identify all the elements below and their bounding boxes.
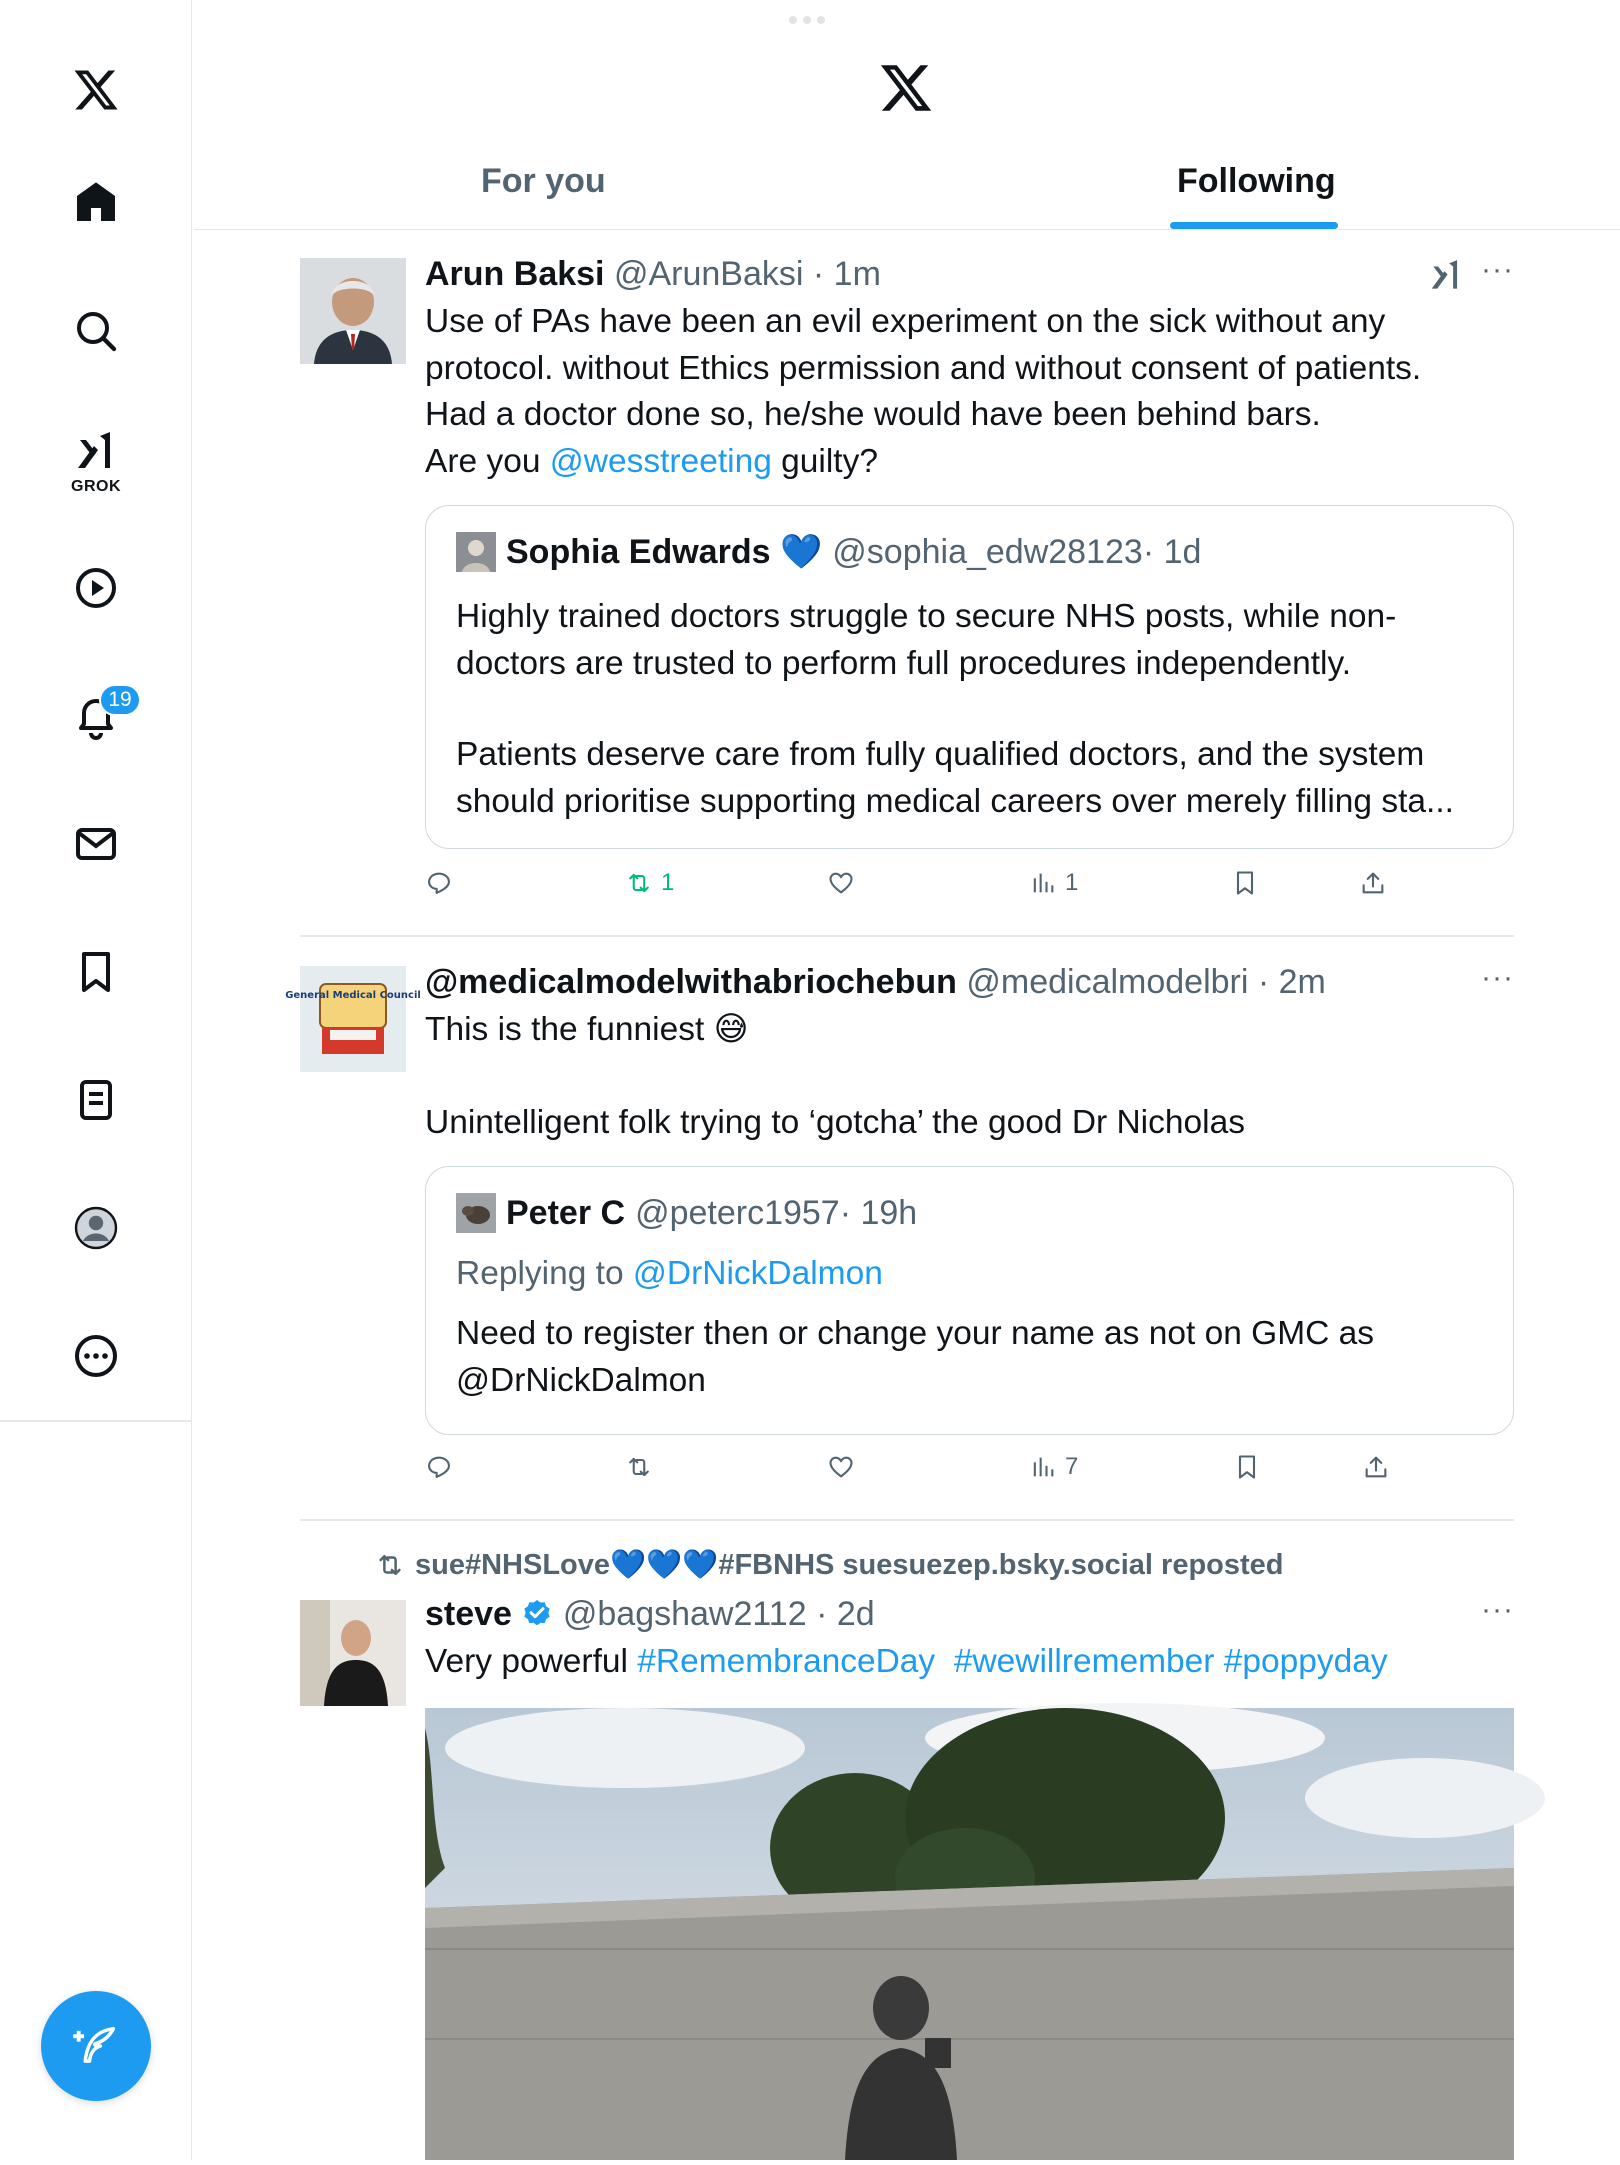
video-icon[interactable] (56, 548, 136, 628)
author-handle[interactable]: @bagshaw2112 (562, 1595, 807, 1633)
sidebar (0, 0, 192, 2160)
post-actions (425, 1453, 1525, 1493)
post-media-image[interactable] (425, 1708, 1514, 2160)
author-handle[interactable]: @ArunBaksi (613, 255, 804, 293)
post-header (425, 1595, 875, 1634)
reply-button[interactable] (425, 1453, 461, 1481)
feed-tabs (194, 140, 1620, 230)
heart-icon (827, 869, 855, 897)
replying-to (456, 1251, 1486, 1298)
quote-avatar (456, 532, 496, 572)
hashtag-link[interactable]: #wewillremember (953, 1643, 1215, 1680)
post-text-line: This is the funniest 😅 (425, 1011, 749, 1048)
mention-link[interactable]: @wesstreeting (549, 442, 772, 480)
like-button[interactable] (827, 869, 863, 897)
active-tab-indicator (1170, 222, 1338, 229)
replying-prefix: Replying to (456, 1255, 633, 1292)
share-button[interactable] (1359, 869, 1387, 897)
author-name[interactable]: Arun Baksi (425, 255, 605, 293)
post-actions (425, 869, 1525, 909)
post-time[interactable]: · 1m (812, 255, 881, 293)
search-icon[interactable] (56, 291, 136, 371)
quoted-post[interactable] (425, 505, 1514, 849)
post-divider (300, 935, 1514, 937)
share-button[interactable] (1362, 1453, 1390, 1481)
avatar[interactable] (300, 1600, 406, 1706)
bookmark-icon (1231, 869, 1259, 897)
bookmark-button[interactable] (1233, 1453, 1261, 1481)
post-text-line: Had a doctor done so, he/she would have been behind bars. (425, 396, 1321, 433)
quote-author-handle: @peterc1957 (635, 1193, 840, 1232)
text-fragment: Very powerful (425, 1643, 638, 1680)
repost-button[interactable] (625, 1453, 661, 1481)
bookmarks-icon[interactable] (56, 932, 136, 1012)
hashtag-link[interactable]: #RemembranceDay (637, 1643, 936, 1680)
reply-button[interactable] (425, 869, 461, 897)
reply-icon (425, 1453, 453, 1481)
quote-avatar (456, 1193, 496, 1233)
mention-link[interactable]: @DrNickDalmon (632, 1255, 883, 1292)
avatar[interactable] (300, 258, 406, 364)
quote-header (456, 1193, 917, 1233)
more-options-icon[interactable]: ··· (1481, 961, 1514, 994)
feather-plus-icon (70, 2020, 122, 2072)
post-text (425, 1639, 1505, 1686)
messages-icon[interactable] (56, 804, 136, 884)
quote-paragraph: Highly trained doctors struggle to secure NHS posts, while non-doctors are trusted to perform full procedures independently. (456, 598, 1397, 682)
quote-paragraph: Patients deserve care from fully qualified doctors, and the system should prioritise supporting medical careers over merely filling sta... (456, 736, 1454, 820)
x-logo-icon (878, 60, 934, 116)
drag-grip[interactable] (789, 16, 831, 24)
heart-icon (827, 1453, 855, 1481)
hashtag-link[interactable]: #poppyday (1223, 1643, 1388, 1680)
share-icon (1362, 1453, 1390, 1481)
view-count: 1 (1065, 869, 1079, 896)
author-handle[interactable]: @medicalmodelbri (966, 963, 1249, 1001)
repost-button[interactable] (625, 869, 674, 897)
text-fragment: Are you (425, 442, 550, 480)
post-header (425, 963, 1326, 1002)
avatar-text: General Medical Council (285, 990, 421, 1001)
views-button[interactable] (1029, 1453, 1078, 1481)
post-medicalmodel[interactable] (285, 961, 1514, 1523)
post-text-line: protocol. without Ethics permission and without consent of patients. (425, 349, 1422, 387)
avatar[interactable] (285, 966, 421, 1072)
author-name[interactable]: @medicalmodelwithabriochebun (425, 963, 957, 1001)
reply-icon (425, 869, 453, 897)
bookmark-icon (1233, 1453, 1261, 1481)
quote-text: Need to register then or change your name as not on GMC as @DrNickDalmon (456, 1315, 1375, 1399)
compose-button[interactable] (41, 1991, 151, 2101)
profile-avatar-icon[interactable] (56, 1188, 136, 1268)
repost-icon (625, 869, 653, 897)
post-text-line: Unintelligent folk trying to ‘gotcha’ the good Dr Nicholas (425, 1104, 1245, 1141)
sidebar-divider (0, 1420, 192, 1422)
post-divider (300, 1519, 1514, 1521)
repost-context[interactable] (375, 1548, 1284, 1582)
grok-icon[interactable] (1427, 257, 1465, 295)
post-time[interactable]: · 2m (1257, 963, 1326, 1001)
verified-badge-icon (521, 1598, 553, 1630)
tab-for-you[interactable]: For you (481, 162, 606, 200)
views-icon (1029, 1453, 1057, 1481)
more-options-icon[interactable]: ··· (1481, 1593, 1514, 1626)
post-text-line (425, 439, 1505, 486)
repost-count: 1 (661, 869, 675, 896)
more-options-icon[interactable] (56, 1316, 136, 1396)
post-text-line: Use of PAs have been an evil experiment on the sick without any (425, 303, 1386, 340)
quote-author-name: Sophia Edwards 💙 (506, 533, 823, 571)
share-icon (1359, 869, 1387, 897)
repost-icon (625, 1453, 653, 1481)
post-arun-baksi[interactable] (300, 255, 1514, 915)
view-count: 7 (1065, 1453, 1079, 1480)
tab-following[interactable]: Following (1177, 162, 1336, 200)
text-fragment: guilty? (771, 442, 878, 480)
author-name[interactable]: steve (425, 1595, 512, 1633)
lists-icon[interactable] (56, 1060, 136, 1140)
views-button[interactable] (1029, 869, 1078, 897)
x-logo-icon[interactable] (56, 50, 136, 130)
quote-author-handle: @sophia_edw28123 (832, 532, 1143, 571)
more-options-icon[interactable]: ··· (1481, 253, 1514, 286)
home-icon[interactable] (56, 163, 136, 243)
quote-author-name: Peter C (506, 1193, 626, 1232)
bookmark-button[interactable] (1231, 869, 1259, 897)
quoted-post[interactable] (425, 1166, 1514, 1435)
quote-time: · 19h (839, 1193, 918, 1232)
post-text (425, 299, 1505, 485)
views-icon (1029, 869, 1057, 897)
post-time[interactable]: · 2d (816, 1595, 875, 1633)
notifications-badge: 19 (99, 684, 141, 716)
quote-header (456, 532, 1201, 572)
like-button[interactable] (827, 1453, 863, 1481)
post-header (425, 255, 881, 294)
grok-label: GROK (71, 478, 121, 495)
quote-time: · 1d (1142, 532, 1202, 571)
repost-by-text: sue#NHSLove💙💙💙#FBNHS suesuezep.bsky.social reposted (415, 1549, 1284, 1581)
repost-icon (375, 1550, 405, 1580)
